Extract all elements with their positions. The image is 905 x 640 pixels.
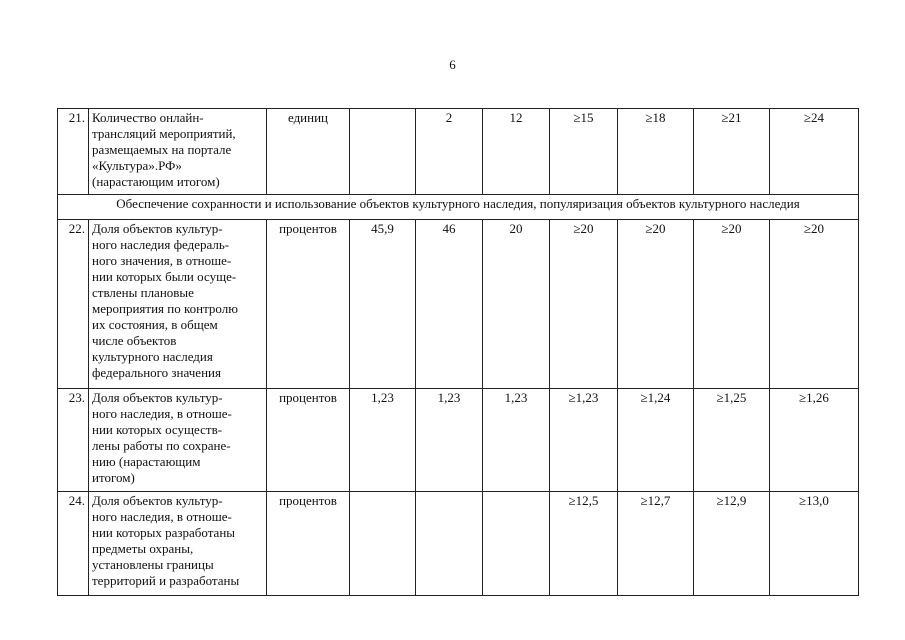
table-row (58, 109, 859, 195)
unit-cell: процентов (267, 389, 350, 492)
unit-cell: процентов (267, 492, 350, 596)
value-cell: 1,23 (350, 389, 416, 492)
indicator-name: Количество онлайн- трансляций мероприятий, размещаемых на портале «Культура».РФ» (нарастающим итогом) (89, 109, 267, 195)
value-cell: 20 (483, 220, 550, 389)
table-row (58, 220, 859, 389)
indicator-name: Доля объектов культур- ного наследия, в отноше- нии которых осуществ- лены работы по сохране- нию (нарастающим итогом) (89, 389, 267, 492)
indicator-name: Доля объектов культур- ного наследия федераль- ного значения, в отноше- нии которых были осуще- ствлены плановые мероприятия по контролю их состояния, в общем числе объектов культурного наследия федерального значения (89, 220, 267, 389)
value-cell: ≥18 (618, 109, 694, 195)
value-cell (350, 492, 416, 596)
value-cell: 45,9 (350, 220, 416, 389)
value-cell: ≥15 (550, 109, 618, 195)
value-cell: 12 (483, 109, 550, 195)
value-cell: ≥20 (694, 220, 770, 389)
value-cell: 2 (416, 109, 483, 195)
value-cell: ≥12,5 (550, 492, 618, 596)
value-cell: ≥20 (770, 220, 859, 389)
value-cell: ≥12,9 (694, 492, 770, 596)
indicator-name: Доля объектов культур- ного наследия, в отноше- нии которых разработаны предметы охраны, установлены границы территорий и разработаны (89, 492, 267, 596)
value-cell: 1,23 (483, 389, 550, 492)
value-cell: ≥1,24 (618, 389, 694, 492)
indicators-table (57, 108, 859, 596)
section-row (58, 195, 859, 220)
row-number: 23. (58, 389, 89, 492)
value-cell (416, 492, 483, 596)
value-cell: ≥1,26 (770, 389, 859, 492)
table-row (58, 492, 859, 596)
value-cell: 46 (416, 220, 483, 389)
row-number: 24. (58, 492, 89, 596)
value-cell: ≥12,7 (618, 492, 694, 596)
value-cell: 1,23 (416, 389, 483, 492)
row-number: 22. (58, 220, 89, 389)
section-heading: Обеспечение сохранности и использование объектов культурного наследия, популяризация объектов культурного наследия (58, 195, 859, 220)
row-number: 21. (58, 109, 89, 195)
value-cell: ≥13,0 (770, 492, 859, 596)
value-cell: ≥1,25 (694, 389, 770, 492)
value-cell (350, 109, 416, 195)
value-cell: ≥20 (550, 220, 618, 389)
value-cell: ≥21 (694, 109, 770, 195)
unit-cell: процентов (267, 220, 350, 389)
value-cell (483, 492, 550, 596)
value-cell: ≥20 (618, 220, 694, 389)
value-cell: ≥24 (770, 109, 859, 195)
value-cell: ≥1,23 (550, 389, 618, 492)
unit-cell: единиц (267, 109, 350, 195)
page-number: 6 (449, 57, 456, 72)
table-row (58, 389, 859, 492)
